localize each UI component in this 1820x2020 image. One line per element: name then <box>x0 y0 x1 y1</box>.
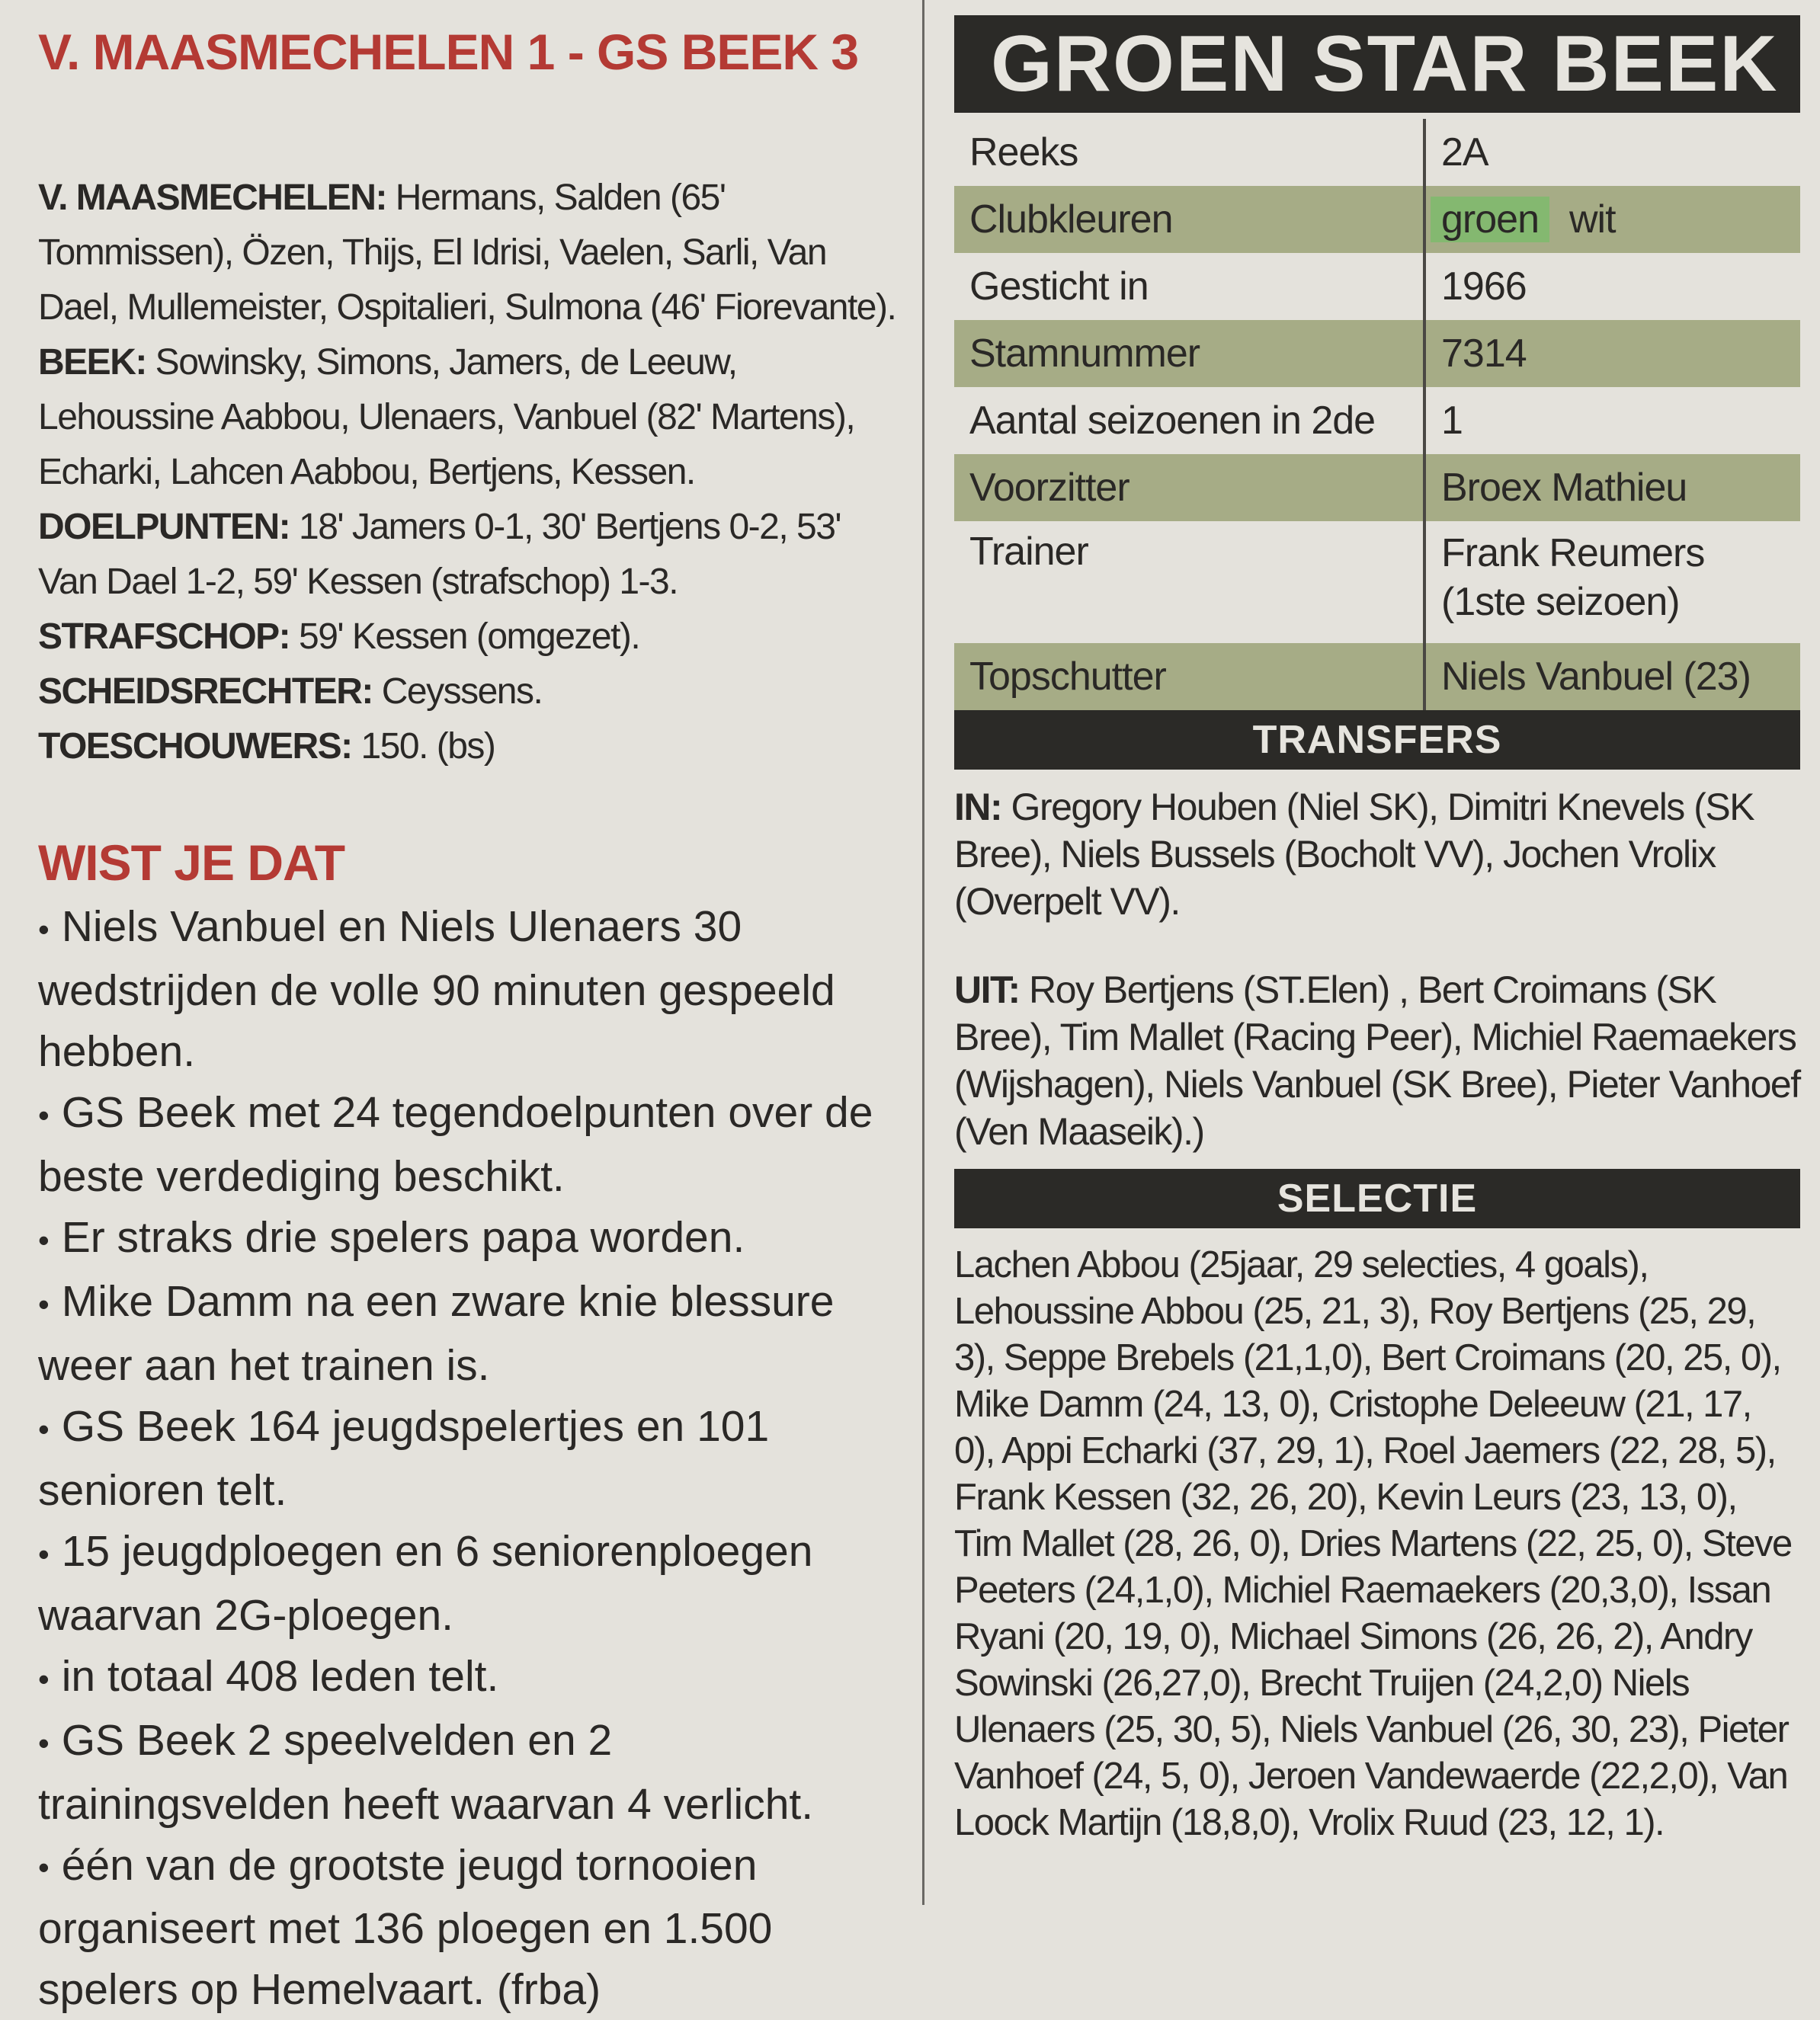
color-green-swatch: groen <box>1431 197 1549 242</box>
row-key: Clubkleuren <box>954 186 1424 253</box>
table-row <box>954 186 1800 253</box>
wist-je-dat-list <box>38 896 907 2020</box>
spectators: TOESCHOUWERS: 150. (bs) <box>38 719 907 774</box>
list-item: • één van de grootste jeugd tornooien organiseert met 136 ploegen en 1.500 spelers op Hemelvaart. (frba) <box>38 1835 907 2020</box>
bullet-icon: • <box>38 1849 50 1885</box>
row-key: Voorzitter <box>954 454 1424 521</box>
bullet-icon: • <box>38 1097 50 1133</box>
table-row <box>954 454 1800 521</box>
list-item: • Niels Vanbuel en Niels Ulenaers 30 wedstrijden de volle 90 minuten gespeeld hebben. <box>38 896 907 1082</box>
row-value <box>1424 186 1800 253</box>
list-item: • GS Beek met 24 tegendoelpunten over de beste verdediging beschikt. <box>38 1082 907 1207</box>
row-key: Trainer <box>954 521 1424 643</box>
row-key: Reeks <box>954 119 1424 186</box>
selectie-text: Lachen Abbou (25jaar, 29 selecties, 4 goals), Lehoussine Abbou (25, 21, 3), Roy Bertjens (25, 29, 3), Seppe Brebels (21,1,0), Bert Croimans (20, 25, 0), Mike Damm (24, 13, 0), Cristophe Deleeuw (21, 17, 0), Appi Echarki (37, 29, 1), Roel Jaemers (22, 28, 5), Frank Kessen (32, 26, 20), Kevin Leurs (23, 13, 0), Tim Mallet (28, 26, 0), Dries Martens (22, 25, 0), Steve Peeters (24,1,0), Michiel Raemaekers (20,3,0), Issan Ryani (20, 19, 0), Michael Simons (26, 26, 2), Andry Sowinski (26,27,0), Brecht Truijen (24,2,0) Niels Ulenaers (25, 30, 5), Niels Vanbuel (26, 30, 23), Pieter Vanhoef (24, 5, 0), Jeroen Vandewaerde (22,2,0), Van Loock Martijn (18,8,0), Vrolix Ruud (23, 12, 1). <box>954 1242 1800 1846</box>
row-value: 7314 <box>1424 320 1800 387</box>
row-key: Topschutter <box>954 643 1424 710</box>
row-key: Aantal seizoenen in 2de <box>954 387 1424 454</box>
wist-je-dat-title: WIST JE DAT <box>38 834 907 892</box>
table-row <box>954 320 1800 387</box>
bullet-icon: • <box>38 1222 50 1258</box>
club-banner: GROEN STAR BEEK <box>954 15 1800 113</box>
row-value: 1 <box>1424 387 1800 454</box>
bullet-icon: • <box>38 1411 50 1447</box>
list-item: • 15 jeugdploegen en 6 seniorenploegen waarvan 2G-ploegen. <box>38 1521 907 1646</box>
match-headline: V. MAASMECHELEN 1 - GS BEEK 3 <box>38 23 907 81</box>
left-column <box>38 15 907 2020</box>
row-value: 2A <box>1424 119 1800 186</box>
row-value: 1966 <box>1424 253 1800 320</box>
row-value: Frank Reumers (1ste seizoen) <box>1424 521 1800 643</box>
bullet-icon: • <box>38 911 50 947</box>
table-row <box>954 643 1800 710</box>
right-column <box>954 15 1800 1846</box>
color-white-label: wit <box>1569 197 1616 242</box>
bullet-icon: • <box>38 1286 50 1322</box>
table-row <box>954 119 1800 186</box>
transfers-in: IN: Gregory Houben (Niel SK), Dimitri Knevels (SK Bree), Niels Bussels (Bocholt VV), Jochen Vrolix (Overpelt VV). <box>954 783 1800 925</box>
goals: DOELPUNTEN: 18' Jamers 0-1, 30' Bertjens 0-2, 53' Van Dael 1-2, 59' Kessen (strafschop) 1-3. <box>38 500 907 610</box>
row-value: Broex Mathieu <box>1424 454 1800 521</box>
transfers-heading: TRANSFERS <box>954 710 1800 770</box>
bullet-icon: • <box>38 1725 50 1761</box>
row-key: Gesticht in <box>954 253 1424 320</box>
lineup-beek: BEEK: Sowinsky, Simons, Jamers, de Leeuw, Lehoussine Aabbou, Ulenaers, Vanbuel (82' Martens), Echarki, Lahcen Aabbou, Bertjens, Kessen. <box>38 335 907 500</box>
penalty: STRAFSCHOP: 59' Kessen (omgezet). <box>38 610 907 664</box>
list-item: • Er straks drie spelers papa worden. <box>38 1207 907 1271</box>
table-row <box>954 521 1800 643</box>
transfers-out: UIT: Roy Bertjens (ST.Elen) , Bert Croimans (SK Bree), Tim Mallet (Racing Peer), Michiel Raemaekers (Wijshagen), Niels Vanbuel (SK Bree), Pieter Vanhoef (Ven Maaseik).) <box>954 966 1800 1155</box>
table-row <box>954 387 1800 454</box>
table-row <box>954 253 1800 320</box>
row-key: Stamnummer <box>954 320 1424 387</box>
list-item: • in totaal 408 leden telt. <box>38 1646 907 1710</box>
column-divider <box>922 0 924 1905</box>
match-report <box>38 171 907 774</box>
referee: SCHEIDSRECHTER: Ceyssens. <box>38 664 907 719</box>
bullet-icon: • <box>38 1661 50 1697</box>
selectie-heading: SELECTIE <box>954 1169 1800 1228</box>
row-value: Niels Vanbuel (23) <box>1424 643 1800 710</box>
bullet-icon: • <box>38 1536 50 1572</box>
club-info-table <box>954 119 1800 710</box>
list-item: • GS Beek 164 jeugdspelertjes en 101 senioren telt. <box>38 1396 907 1521</box>
list-item: • Mike Damm na een zware knie blessure weer aan het trainen is. <box>38 1271 907 1396</box>
lineup-maasmechelen: V. MAASMECHELEN: Hermans, Salden (65' Tommissen), Özen, Thijs, El Idrisi, Vaelen, Sarli, Van Dael, Mullemeister, Ospitalieri, Sulmona (46' Fiorevante). <box>38 171 907 335</box>
list-item: • GS Beek 2 speelvelden en 2 trainingsvelden heeft waarvan 4 verlicht. <box>38 1710 907 1835</box>
